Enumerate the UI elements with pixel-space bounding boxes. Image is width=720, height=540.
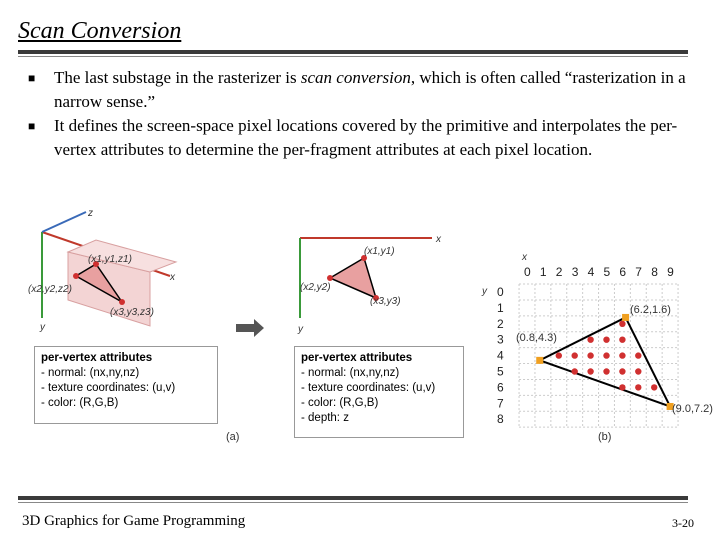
y-tick-label: 2	[497, 316, 504, 331]
x-tick-label: 4	[587, 265, 595, 279]
footer-rule	[18, 496, 688, 500]
fragment-dots	[556, 321, 658, 391]
vertex-left-label: (0.8,4.3)	[516, 332, 557, 344]
attributes-header: per-vertex attributes	[41, 352, 153, 364]
vertex-left	[536, 357, 543, 364]
axis-y-grid-label: y	[482, 286, 487, 297]
axis-z-label: z	[88, 208, 93, 219]
bullet-text-italic: scan conversion	[300, 68, 411, 87]
attribute-line: - normal: (nx,ny,nz)	[301, 367, 400, 379]
fragment-dot	[603, 352, 609, 358]
fragment-dot	[619, 368, 625, 374]
x-tick-label: 2	[555, 265, 563, 279]
y-tick-label: 5	[497, 364, 504, 379]
vertex-2-2d-label: (x2,y2)	[300, 282, 331, 293]
attribute-line: - color: (R,G,B)	[41, 397, 119, 409]
fragment-dot	[619, 384, 625, 390]
fragment-dot	[587, 368, 593, 374]
fragment-dot	[556, 352, 562, 358]
vertex-right-label: (9.0,7.2)	[672, 403, 713, 415]
caption-a: (a)	[226, 431, 240, 443]
x-tick-label: 0	[524, 265, 531, 279]
footer-rule-thin	[18, 502, 688, 503]
attribute-line: - texture coordinates: (u,v)	[301, 382, 436, 394]
axis-x2d-label: x	[436, 234, 441, 245]
fragment-dot	[587, 352, 593, 358]
x-tick-label: 7	[635, 265, 642, 279]
bullet-text-part: , which is often called “rasterization in a narrow sense.”	[54, 68, 686, 111]
slide-title: Scan Conversion	[18, 18, 182, 44]
vertex-2-2d	[327, 275, 333, 281]
x-tick-label: 8	[651, 265, 658, 279]
fragment-dot	[572, 352, 578, 358]
vertex-top-label: (6.2,1.6)	[630, 304, 671, 316]
bullet-text: It defines the screen-space pixel locations covered by the primitive and interpolates the per-vertex attributes to determine the per-fragment attributes at each pixel location.	[54, 116, 678, 159]
fragment-dot	[587, 337, 593, 343]
axis-y2d-label: y	[298, 324, 303, 335]
transform-arrow-icon	[236, 319, 264, 337]
y-tick-label: 1	[497, 300, 504, 315]
axis-z-3d	[42, 212, 86, 232]
vertex-1-2d-label: (x1,y1)	[364, 246, 395, 257]
fragment-dot	[619, 321, 625, 327]
x-tick-label: 1	[539, 265, 547, 279]
caption-b: (b)	[598, 431, 612, 443]
vertex-1-label: (x1,y1,z1)	[88, 254, 132, 265]
y-tick-labels	[497, 285, 504, 426]
attributes-box-3d	[34, 346, 218, 424]
y-tick-label: 6	[497, 380, 504, 395]
fragment-dot	[619, 337, 625, 343]
vertex-3-2d-label: (x3,y3)	[370, 296, 401, 307]
y-tick-label: 8	[497, 412, 504, 427]
axis-x-label: x	[170, 272, 175, 283]
attribute-line: - depth: z	[301, 412, 349, 424]
fragment-dot	[603, 368, 609, 374]
fragment-dot	[635, 368, 641, 374]
attribute-line: - texture coordinates: (u,v)	[41, 382, 176, 394]
fragment-dot	[635, 384, 641, 390]
x-tick-label: 3	[571, 265, 579, 279]
attribute-line: - color: (R,G,B)	[301, 397, 379, 409]
attributes-box-2d	[294, 346, 464, 438]
vertex-2	[73, 273, 79, 279]
axis-y-label: y	[40, 322, 45, 333]
fragment-dot	[572, 368, 578, 374]
y-tick-label: 4	[497, 348, 504, 363]
x-tick-label: 6	[619, 265, 627, 279]
vertex-2-label: (x2,y2,z2)	[28, 284, 72, 295]
bullet-icon: ■	[28, 119, 36, 133]
vertex-3-label: (x3,y3,z3)	[110, 307, 154, 318]
footer-book-title: 3D Graphics for Game Programming	[22, 513, 246, 529]
attribute-line: - normal: (nx,ny,nz)	[41, 367, 140, 379]
vertex-top	[622, 314, 629, 321]
triangle-raster	[540, 317, 670, 406]
x-tick-labels	[524, 265, 674, 279]
fragment-dot	[635, 352, 641, 358]
fragment-dot	[603, 337, 609, 343]
attributes-header: per-vertex attributes	[301, 352, 413, 364]
y-tick-label: 7	[497, 396, 504, 411]
fragment-dot	[651, 384, 657, 390]
fragment-dot	[619, 352, 625, 358]
vertex-3	[119, 299, 125, 305]
bullet-text-part: The last substage in the rasterizer is	[54, 68, 301, 87]
triangle-2d	[330, 258, 376, 298]
x-tick-label: 5	[603, 265, 611, 279]
x-tick-label: 9	[667, 265, 674, 279]
page-number: 3-20	[672, 516, 694, 530]
y-tick-label: 3	[497, 332, 504, 347]
bullet-icon: ■	[28, 71, 36, 85]
y-tick-label: 0	[497, 285, 504, 299]
axis-x-grid-label: x	[522, 252, 527, 263]
